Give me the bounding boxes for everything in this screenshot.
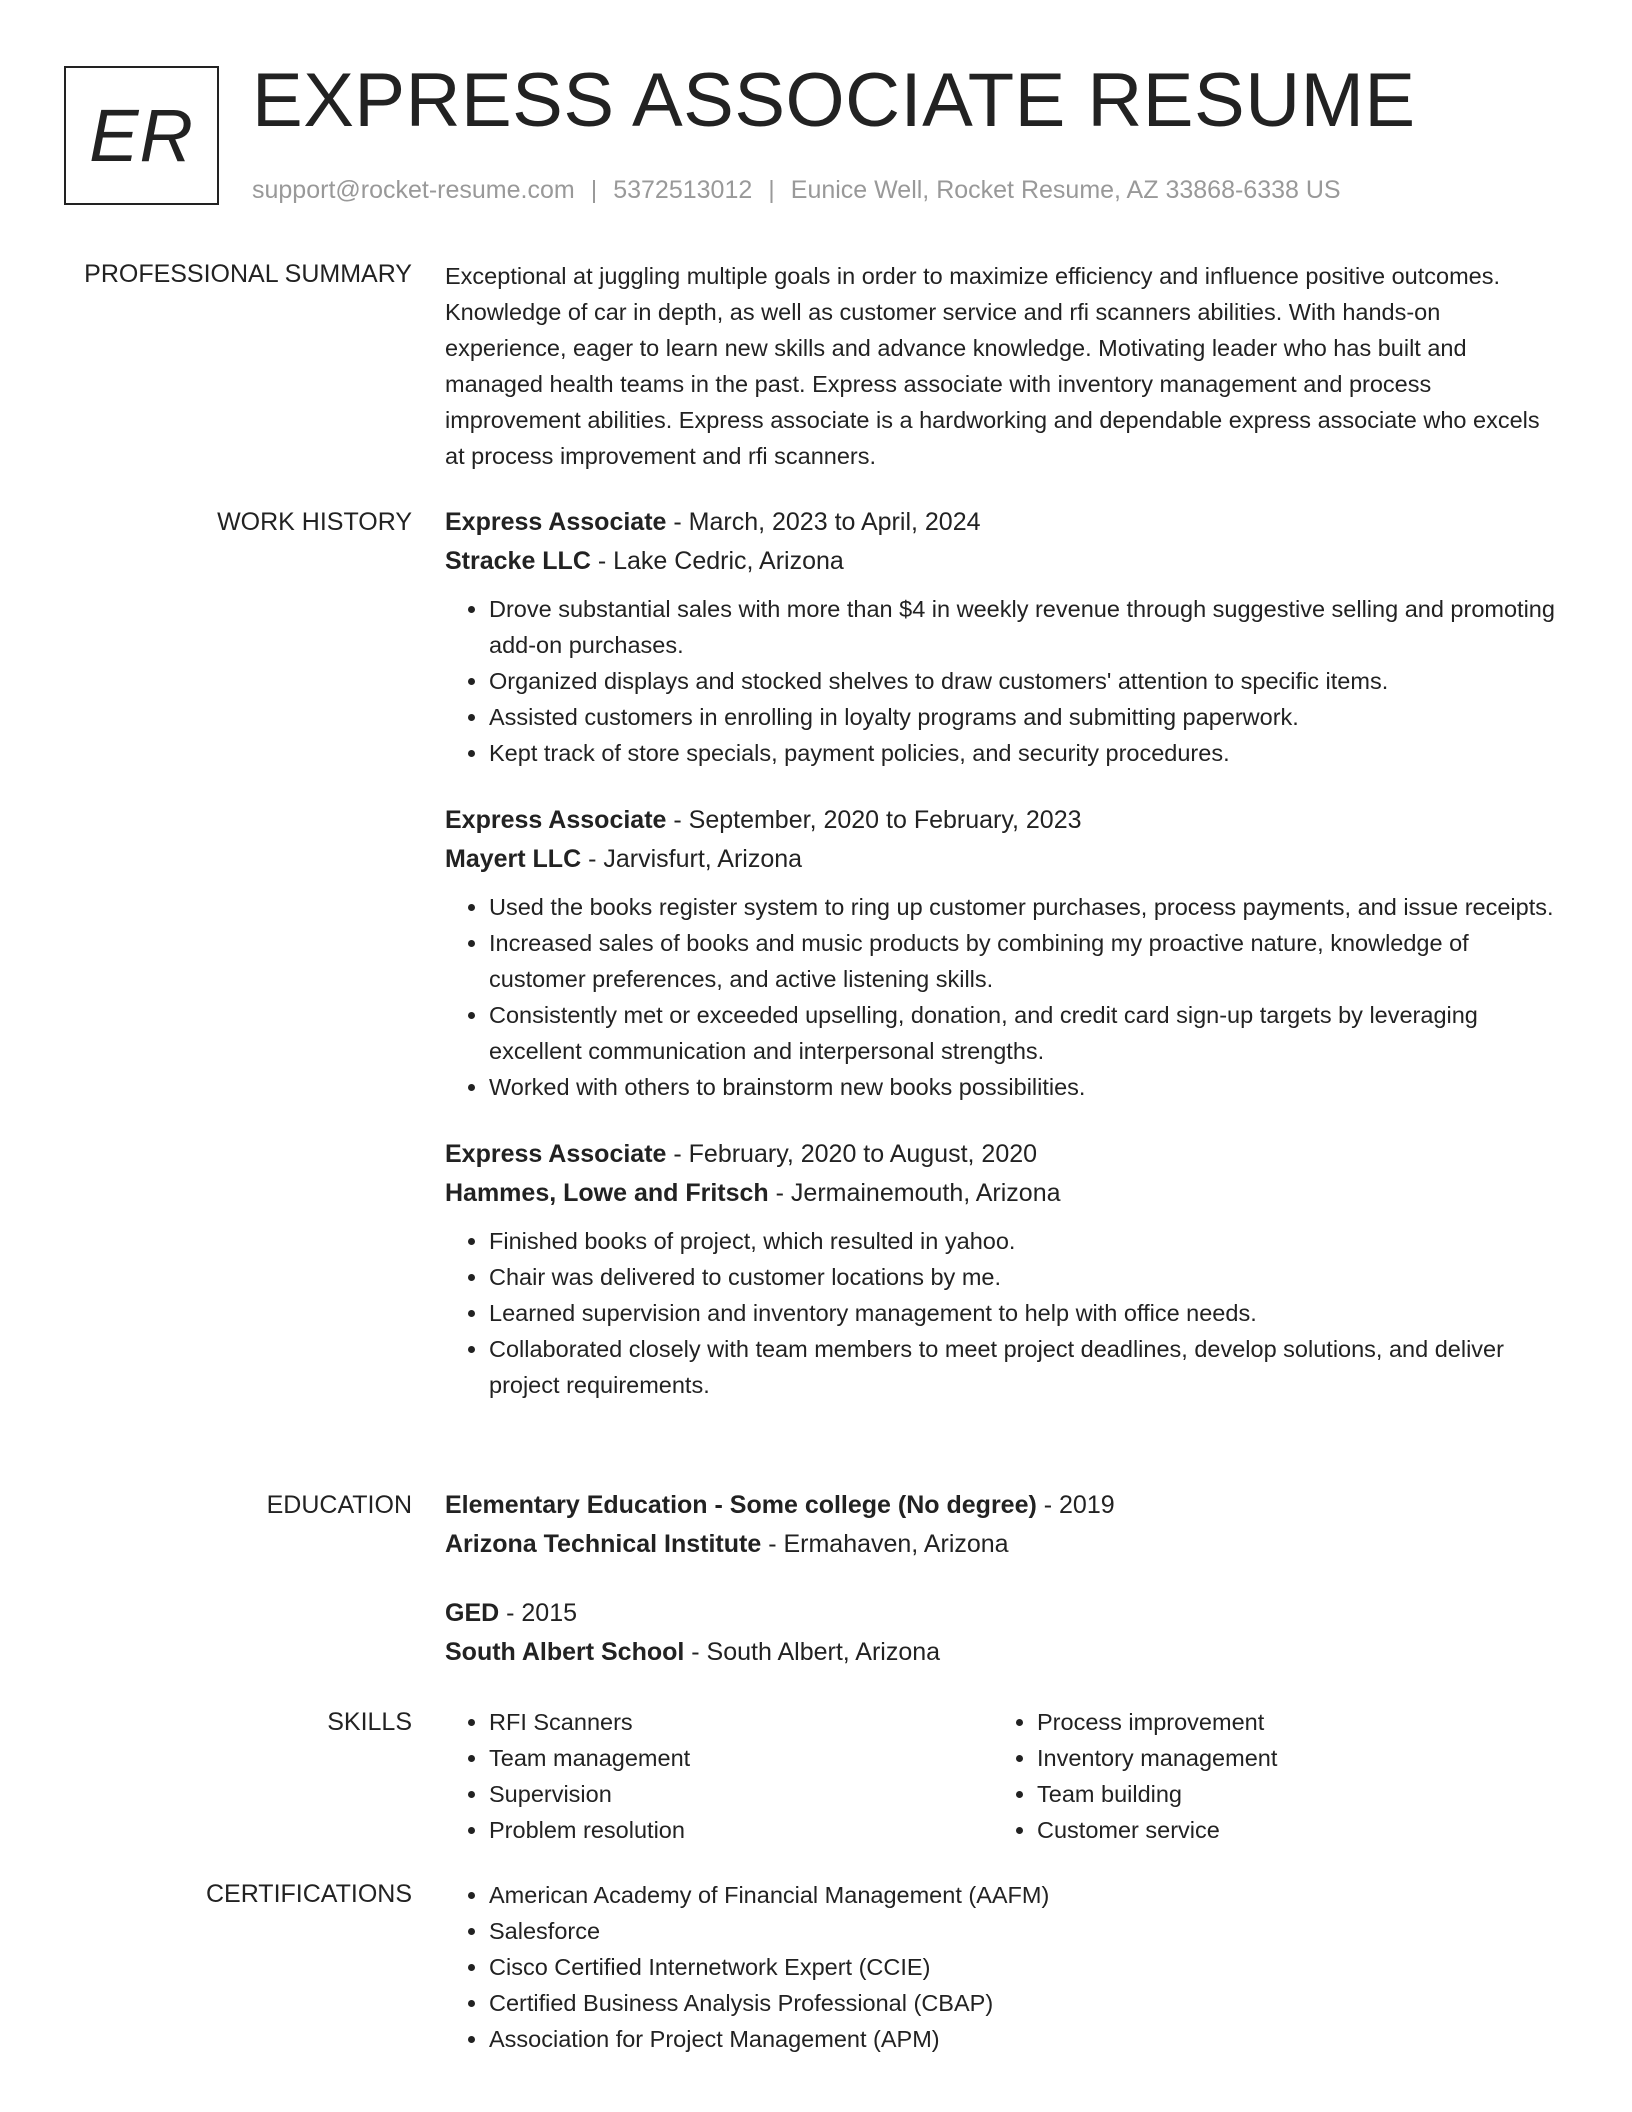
education-location: - South Albert, Arizona	[684, 1638, 941, 1666]
education-entry	[445, 1594, 1565, 1672]
monogram-logo: ER	[64, 66, 219, 205]
contact-separator: |	[768, 176, 775, 204]
education-school: Arizona Technical Institute	[445, 1530, 762, 1558]
job-company: Hammes, Lowe and Fritsch	[445, 1179, 769, 1207]
job-bullet: • Organized displays and stocked shelves to draw customers' attention to specific items.	[489, 663, 1565, 699]
education-degree-line	[445, 1594, 1565, 1633]
job-bullet: • Consistently met or exceeded upselling, donation, and credit card sign-up targets by leveraging excellent communication and interpersonal strengths.	[489, 997, 1565, 1069]
job-company-line	[445, 542, 1565, 581]
education-entry	[445, 1486, 1565, 1564]
education-degree-line	[445, 1486, 1565, 1525]
job-bullet: • Increased sales of books and music products by combining my proactive nature, knowledge of customer preferences, and active listening skills.	[489, 925, 1565, 997]
job-entry	[445, 1135, 1565, 1403]
contact-separator: |	[590, 176, 598, 204]
section-label-skills: SKILLS	[327, 1708, 412, 1736]
certification-item: • Certified Business Analysis Professional (CBAP)	[489, 1985, 1445, 2021]
contact-phone[interactable]: 5372513012	[613, 176, 753, 204]
education-degree: GED	[445, 1599, 500, 1627]
education-degree: Elementary Education - Some college (No degree)	[445, 1491, 1037, 1519]
education-year: - 2019	[1036, 1491, 1115, 1519]
summary-text: Exceptional at juggling multiple goals in order to maximize efficiency and influence positive outcomes. Knowledge of car in depth, as well as customer service and rfi scanners abilities. With hands-on experience, eager to learn new skills and advance knowledge. Motivating leader who has built and managed health teams in the past. Express associate with inventory management and process improvement abilities. Express associate is a hardworking and dependable express associate who excels at process improvement and rfi scanners.	[445, 263, 1540, 469]
job-bullet: • Drove substantial sales with more than $4 in weekly revenue through suggestive selling and promoting add-on purchases.	[489, 591, 1565, 663]
job-location: - Jarvisfurt, Arizona	[581, 845, 803, 873]
skill-item: • Problem resolution	[489, 1812, 993, 1848]
certifications-list	[445, 1877, 1445, 2057]
job-bullets	[445, 889, 1565, 1105]
education-school-line	[445, 1633, 1565, 1672]
job-location: - Jermainemouth, Arizona	[768, 1179, 1061, 1207]
skills-list-left	[445, 1704, 993, 1848]
job-dates: - February, 2020 to August, 2020	[666, 1140, 1038, 1168]
education-location: - Ermahaven, Arizona	[761, 1530, 1009, 1558]
section-label-education: EDUCATION	[266, 1491, 412, 1519]
skill-item: • Process improvement	[1037, 1704, 1541, 1740]
certifications-section	[445, 1877, 1565, 2057]
education-section	[445, 1486, 1565, 1702]
job-dates: - March, 2023 to April, 2024	[666, 508, 981, 536]
certification-item: • American Academy of Financial Management (AAFM)	[489, 1877, 1445, 1913]
certification-item: • Association for Project Management (APM)	[489, 2021, 1445, 2057]
resume-title: EXPRESS ASSOCIATE RESUME	[252, 58, 1416, 143]
certification-item: • Salesforce	[489, 1913, 1445, 1949]
job-title-line	[445, 1135, 1565, 1174]
job-dates: - September, 2020 to February, 2023	[666, 806, 1082, 834]
contact-email[interactable]: support@rocket-resume.com	[252, 176, 575, 204]
job-bullet: • Assisted customers in enrolling in loyalty programs and submitting paperwork.	[489, 699, 1565, 735]
skill-item: • Team management	[489, 1740, 993, 1776]
job-company: Mayert LLC	[445, 845, 582, 873]
job-bullet: • Finished books of project, which resulted in yahoo.	[489, 1223, 1565, 1259]
job-title: Express Associate	[445, 508, 667, 536]
skills-list-right	[993, 1704, 1541, 1848]
job-bullet: • Chair was delivered to customer locations by me.	[489, 1259, 1565, 1295]
job-company: Stracke LLC	[445, 547, 591, 575]
job-entry	[445, 503, 1565, 771]
job-entry	[445, 801, 1565, 1105]
education-school: South Albert School	[445, 1638, 685, 1666]
job-bullet: • Used the books register system to ring up customer purchases, process payments, and issue receipts.	[489, 889, 1565, 925]
certification-item: • Cisco Certified Internetwork Expert (CCIE)	[489, 1949, 1445, 1985]
job-bullet: • Kept track of store specials, payment policies, and security procedures.	[489, 735, 1565, 771]
work-history-section	[445, 503, 1565, 1433]
job-bullets	[445, 1223, 1565, 1403]
section-label-certifications: CERTIFICATIONS	[205, 1880, 412, 1908]
job-bullet: • Collaborated closely with team members to meet project deadlines, develop solutions, and deliver project requirements.	[489, 1331, 1565, 1403]
job-company-line	[445, 1174, 1565, 1213]
skills-columns	[445, 1704, 1565, 1848]
skill-item: • Customer service	[1037, 1812, 1541, 1848]
job-company-line	[445, 840, 1565, 879]
job-title: Express Associate	[445, 1140, 667, 1168]
job-location: - Lake Cedric, Arizona	[590, 547, 844, 575]
skill-item: • Supervision	[489, 1776, 993, 1812]
certifications-column	[445, 1877, 1565, 2057]
skills-section	[445, 1704, 1565, 1848]
job-bullet: • Learned supervision and inventory management to help with office needs.	[489, 1295, 1565, 1331]
skill-item: • Team building	[1037, 1776, 1541, 1812]
education-year: - 2015	[499, 1599, 578, 1627]
skill-item: • Inventory management	[1037, 1740, 1541, 1776]
summary-section	[445, 258, 1565, 474]
section-label-summary: PROFESSIONAL SUMMARY	[84, 260, 412, 288]
skill-item: • RFI Scanners	[489, 1704, 993, 1740]
section-label-work-history: WORK HISTORY	[217, 508, 412, 536]
contact-address: Eunice Well, Rocket Resume, AZ 33868-6338 US	[790, 176, 1341, 204]
contact-line	[252, 174, 1341, 206]
education-school-line	[445, 1525, 1565, 1564]
job-title-line	[445, 801, 1565, 840]
job-title: Express Associate	[445, 806, 667, 834]
job-bullet: • Worked with others to brainstorm new books possibilities.	[489, 1069, 1565, 1105]
job-bullets	[445, 591, 1565, 771]
job-title-line	[445, 503, 1565, 542]
